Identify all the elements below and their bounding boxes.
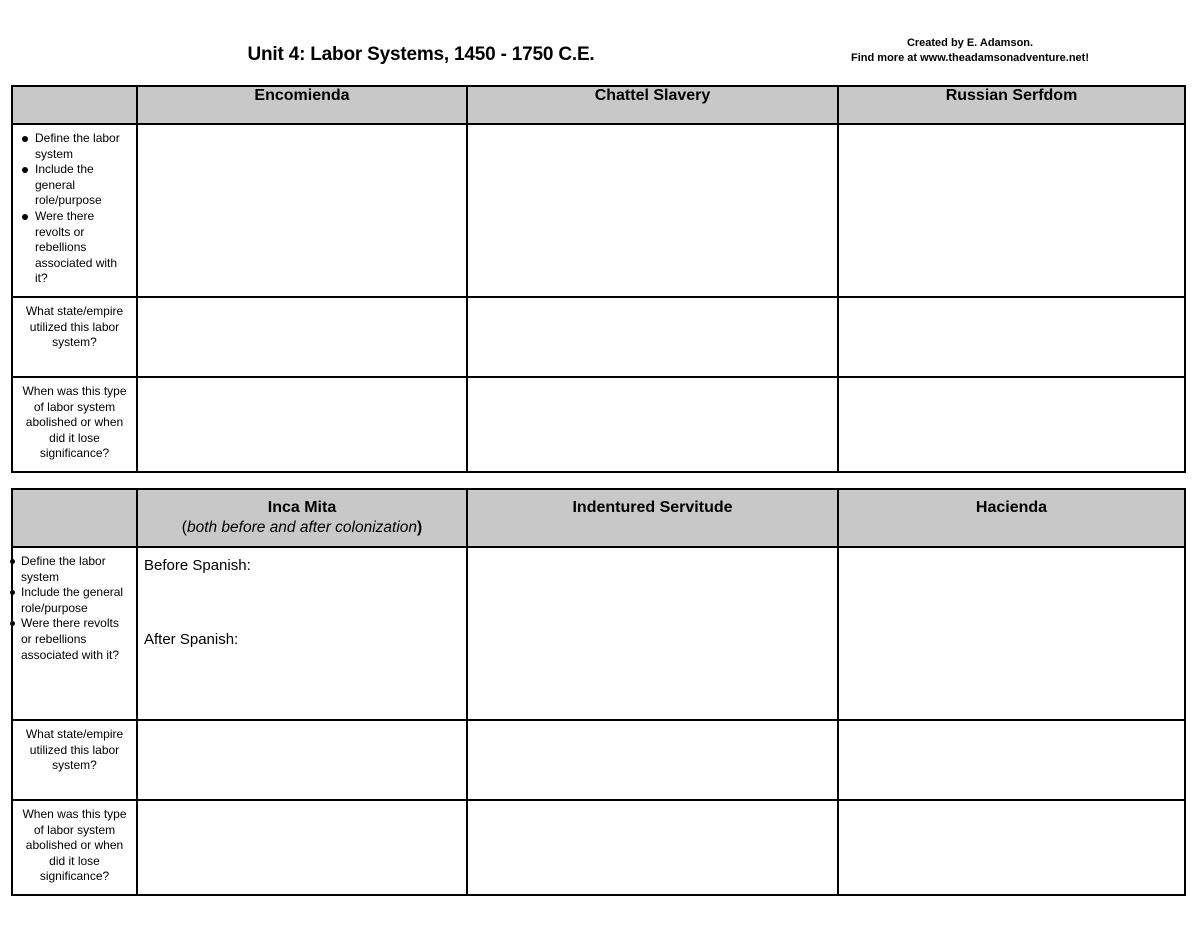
list-item: Were there revolts or rebellions associated with it? (21, 616, 132, 663)
answer-cell[interactable] (467, 377, 838, 472)
inca-mita-subtitle: (both before and after colonization) (181, 519, 423, 536)
header-row (12, 489, 1185, 547)
row-label-define (12, 547, 137, 720)
answer-cell[interactable] (467, 124, 838, 297)
answer-cell[interactable] (838, 800, 1185, 895)
answer-cell[interactable] (838, 377, 1185, 472)
corner-cell (12, 489, 137, 547)
before-spanish-label: Before Spanish: (144, 557, 251, 574)
table-row-define (12, 547, 1185, 720)
row-label-abolished: When was this type of labor system abolished or when did it lose significance? (12, 800, 137, 895)
answer-cell[interactable] (838, 124, 1185, 297)
after-spanish-label: After Spanish: (144, 631, 239, 648)
answer-cell[interactable] (467, 800, 838, 895)
table-row-abolished (12, 377, 1185, 472)
bullet-icon (10, 559, 15, 564)
labor-systems-table-2 (11, 488, 1186, 896)
row-label-state: What state/empire utilized this labor system? (12, 720, 137, 800)
answer-cell[interactable] (838, 297, 1185, 377)
answer-cell[interactable] (467, 547, 838, 720)
bullet-icon (10, 621, 15, 626)
credit-block (790, 36, 1150, 66)
list-item: Define the labor system (35, 131, 132, 162)
answer-cell[interactable] (137, 377, 467, 472)
table-row-state (12, 720, 1185, 800)
column-header-inca-mita: Inca Mita (both before and after colonization) (137, 489, 467, 547)
page-title: Unit 4: Labor Systems, 1450 - 1750 C.E. (247, 44, 595, 65)
header-row (12, 86, 1185, 124)
list-item: Include the general role/purpose (35, 162, 132, 209)
row-label-abolished: When was this type of labor system abolished or when did it lose significance? (12, 377, 137, 472)
credit-author: Created by E. Adamson. (906, 37, 1034, 49)
column-header-encomienda: Encomienda (137, 86, 467, 124)
answer-cell[interactable] (838, 547, 1185, 720)
column-header-hacienda: Hacienda (838, 489, 1185, 547)
bullet-icon (10, 590, 15, 595)
table-row-state (12, 297, 1185, 377)
column-header-chattel-slavery: Chattel Slavery (467, 86, 838, 124)
bullet-icon (22, 214, 28, 220)
list-item: Include the general role/purpose (21, 585, 132, 616)
corner-cell (12, 86, 137, 124)
bullet-icon (22, 136, 28, 142)
labor-systems-table-1 (11, 85, 1186, 473)
table-row-define (12, 124, 1185, 297)
row-label-state: What state/empire utilized this labor system? (12, 297, 137, 377)
credit-website: Find more at www.theadamsonadventure.net! (851, 52, 1089, 64)
list-item: Were there revolts or rebellions associated with it? (35, 209, 132, 287)
answer-cell[interactable] (137, 124, 467, 297)
column-header-russian-serfdom: Russian Serfdom (838, 86, 1185, 124)
column-header-indentured-servitude: Indentured Servitude (467, 489, 838, 547)
answer-cell[interactable] (137, 720, 467, 800)
answer-cell[interactable] (137, 297, 467, 377)
answer-cell-inca-mita[interactable] (137, 547, 467, 720)
list-item: Define the labor system (21, 554, 132, 585)
table-row-abolished (12, 800, 1185, 895)
answer-cell[interactable] (467, 297, 838, 377)
answer-cell[interactable] (137, 800, 467, 895)
row-label-define (12, 124, 137, 297)
answer-cell[interactable] (467, 720, 838, 800)
answer-cell[interactable] (838, 720, 1185, 800)
bullet-icon (22, 167, 28, 173)
